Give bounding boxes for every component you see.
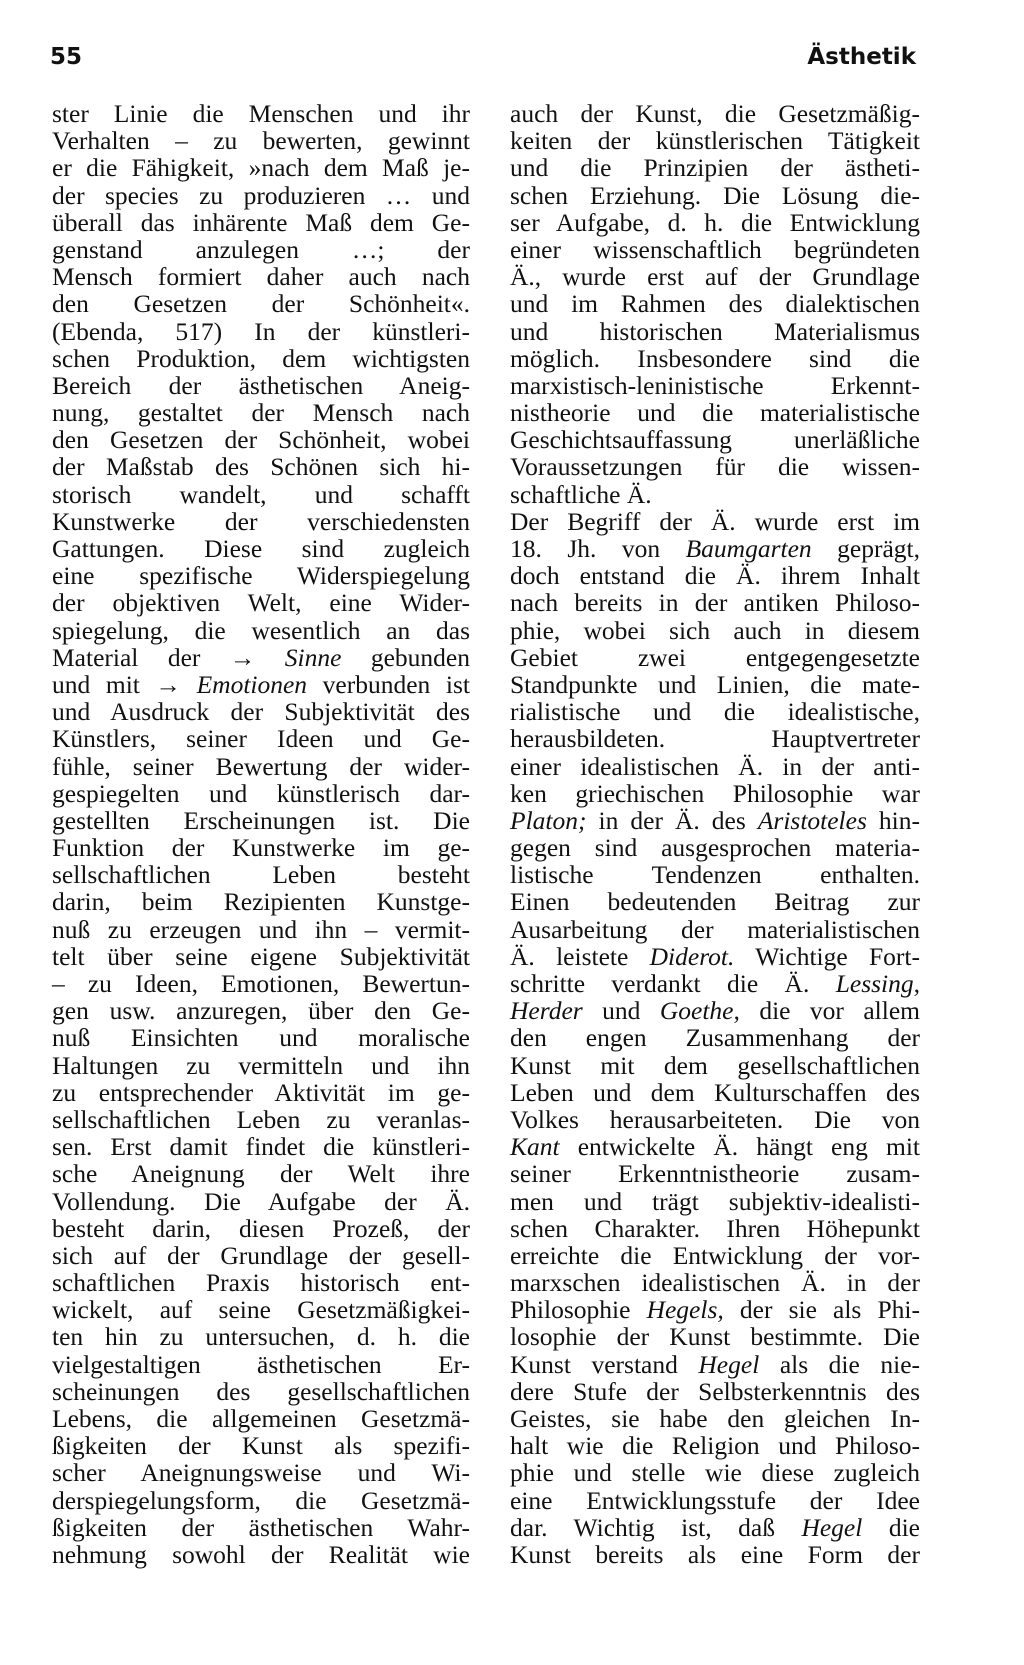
text-line: und im Rahmen des dialektischen	[510, 289, 920, 319]
text-line: der species zu produzieren … und	[52, 180, 470, 210]
text-line: nuß zu erzeugen und ihn – vermit-	[52, 914, 470, 944]
text-line: eine spezifische Widerspiegelung	[52, 561, 470, 591]
text-line: Gebiet zwei entgegengesetzte	[510, 642, 920, 672]
text-line: keiten der künstlerischen Tätigkeit	[510, 126, 920, 156]
text-segment: Kunst verstand	[510, 1349, 699, 1379]
text-line: sich auf der Grundlage der gesell-	[52, 1240, 470, 1270]
text-segment: 18. Jh. von	[510, 534, 686, 563]
text-line: Künstlers, seiner Ideen und Ge-	[52, 724, 470, 754]
text-line: fühle, seiner Bewertung der wider-	[52, 751, 470, 781]
text-line: er die Fähigkeit, »nach dem Maß je-	[52, 153, 470, 183]
italic-name: Baumgarten	[685, 534, 812, 563]
text-line	[510, 997, 920, 1024]
text-line: Leben und dem Kulturschaffen des	[510, 1077, 920, 1107]
text-line: Kunst bereits als eine Form der	[510, 1539, 920, 1569]
text-line: nung, gestaltet der Mensch nach	[52, 398, 470, 428]
text-line: der objektiven Welt, eine Wider-	[52, 588, 470, 618]
text-segment: als die nie-	[759, 1349, 921, 1379]
text-line: auch der Kunst, die Gesetzmäßig-	[510, 99, 920, 128]
text-line: eine Entwicklungsstufe der Idee	[510, 1485, 920, 1515]
text-segment: der sie als Phi-	[723, 1295, 920, 1325]
text-line: schen Erziehung. Die Lösung die-	[510, 180, 920, 210]
text-line: halt wie die Religion und Philoso-	[510, 1431, 920, 1461]
text-line: und die Prinzipien der ästheti-	[510, 153, 920, 183]
italic-name: Lessing,	[835, 969, 920, 998]
text-line: Ausarbeitung der materialistischen	[510, 914, 920, 944]
text-line: phie, wobei sich auch in diesem	[510, 615, 920, 645]
text-line	[510, 1296, 920, 1323]
text-line: herausbildeten. Hauptvertreter	[510, 724, 920, 754]
text-line: den engen Zusammenhang der	[510, 1023, 920, 1053]
text-line: gen usw. anzuregen, über den Ge-	[52, 996, 470, 1026]
text-line: Voraussetzungen für die wissen-	[510, 452, 920, 482]
text-line: Bereich der ästhetischen Aneig-	[52, 370, 470, 400]
text-line: Funktion der Kunstwerke im ge-	[52, 833, 470, 863]
text-line: listische Tendenzen enthalten.	[510, 860, 920, 890]
text-line: Der Begriff der Ä. wurde erst im	[510, 506, 920, 536]
text-line	[510, 1133, 920, 1160]
text-line: gestellten Erscheinungen ist. Die	[52, 805, 470, 835]
text-line: scher Aneignungsweise und Wi-	[52, 1458, 470, 1488]
text-line	[510, 535, 920, 562]
text-segment: schritte verdankt die Ä.	[510, 969, 836, 998]
text-line: schen Charakter. Ihren Höhepunkt	[510, 1213, 920, 1243]
text-segment: Wichtige Fort-	[734, 941, 920, 971]
text-line: schen Produktion, dem wichtigsten	[52, 343, 470, 373]
text-line: Standpunkte und Linien, die mate-	[510, 669, 920, 699]
right-column	[510, 100, 920, 1568]
text-line: marxistisch-leninistische Erkennt-	[510, 370, 920, 400]
text-line: schaftliche Ä.	[510, 479, 652, 509]
italic-name: Hegels,	[646, 1295, 724, 1325]
text-line: Einen bedeutenden Beitrag zur	[510, 887, 920, 917]
text-segment: und	[582, 996, 660, 1026]
text-line: – zu Ideen, Emotionen, Bewertun-	[52, 969, 470, 998]
text-line: Geschichtsauffassung unerläßliche	[510, 425, 920, 455]
text-line	[52, 644, 470, 671]
text-line: nach bereits in der antiken Philoso-	[510, 588, 920, 618]
text-line: Mensch formiert daher auch nach	[52, 262, 470, 292]
text-line: Vollendung. Die Aufgabe der Ä.	[52, 1186, 470, 1216]
text-line: besteht darin, diesen Prozeß, der	[52, 1213, 470, 1243]
text-line: nistheorie und die materialistische	[510, 398, 920, 428]
text-line	[52, 671, 470, 698]
text-segment: die vor allem	[739, 996, 921, 1026]
italic-name: Sinne	[284, 642, 342, 672]
text-line: ken griechischen Philosophie war	[510, 778, 920, 808]
text-line: storisch wandelt, und schafft	[52, 479, 470, 509]
text-segment: verbunden ist	[307, 669, 470, 699]
text-line: sen. Erst damit findet die künstleri-	[52, 1132, 470, 1162]
text-line: Geistes, sie habe den gleichen In-	[510, 1404, 920, 1433]
italic-name: Emotionen	[196, 669, 308, 699]
text-line: ßigkeiten der ästhetischen Wahr-	[52, 1512, 470, 1542]
text-line: vielgestaltigen ästhetischen Er-	[52, 1349, 470, 1379]
left-column	[52, 100, 470, 1568]
text-line: ster Linie die Menschen und ihr	[52, 99, 470, 128]
text-segment: gebunden	[341, 642, 470, 672]
text-line: und historischen Materialismus	[510, 316, 920, 346]
text-line: ser Aufgabe, d. h. die Entwicklung	[510, 207, 920, 237]
text-line: sellschaftlichen Leben besteht	[52, 860, 470, 890]
italic-name: Hegel	[801, 1512, 863, 1542]
italic-name: Goethe,	[659, 996, 740, 1026]
italic-name: Herder	[510, 996, 583, 1026]
text-line: ten hin zu untersuchen, d. h. die	[52, 1322, 470, 1352]
text-line	[510, 970, 920, 997]
text-segment: und mit →	[52, 669, 197, 699]
page-header	[50, 44, 916, 78]
text-line	[510, 1351, 920, 1378]
page-number: 55	[50, 44, 83, 70]
italic-name: Aristoteles	[757, 805, 867, 835]
text-line: scheinungen des gesellschaftlichen	[52, 1376, 470, 1406]
text-line: nehmung sowohl der Realität wie	[52, 1539, 470, 1569]
text-line: möglich. Insbesondere sind die	[510, 343, 920, 373]
text-line: rialistische und die idealistische,	[510, 697, 920, 727]
text-line: gegen sind ausgesprochen materia-	[510, 833, 920, 863]
text-line	[510, 807, 920, 834]
text-line: ßigkeiten der Kunst als spezifi-	[52, 1431, 470, 1461]
text-line: Kunstwerke der verschiedensten	[52, 506, 470, 536]
running-title: Ästhetik	[807, 44, 916, 70]
text-line: phie und stelle wie diese zugleich	[510, 1458, 920, 1488]
italic-name: Hegel	[698, 1349, 760, 1379]
text-line: gespiegelten und künstlerisch dar-	[52, 778, 470, 808]
text-line: schaftlichen Praxis historisch ent-	[52, 1268, 470, 1298]
text-line: (Ebenda, 517) In der künstleri-	[52, 316, 470, 346]
text-segment: entwickelte Ä. hängt eng mit	[559, 1132, 920, 1162]
text-line: derspiegelungsform, die Gesetzmä-	[52, 1485, 470, 1515]
text-line: erreichte die Entwicklung der vor-	[510, 1240, 920, 1270]
text-line	[510, 943, 920, 970]
text-line: spiegelung, die wesentlich an das	[52, 615, 470, 645]
text-line: Verhalten – zu bewerten, gewinnt	[52, 126, 470, 156]
text-line: wickelt, auf seine Gesetzmäßigkei-	[52, 1295, 470, 1325]
text-line: und Ausdruck der Subjektivität des	[52, 697, 470, 727]
text-line: men und trägt subjektiv-idealisti-	[510, 1186, 920, 1216]
text-line: zu entsprechender Aktivität im ge-	[52, 1077, 470, 1107]
text-line: Gattungen. Diese sind zugleich	[52, 534, 470, 563]
text-line: marxschen idealistischen Ä. in der	[510, 1268, 920, 1298]
text-line: Haltungen zu vermitteln und ihn	[52, 1050, 470, 1080]
text-line: sche Aneignung der Welt ihre	[52, 1159, 470, 1189]
text-line: den Gesetzen der Schönheit«.	[52, 289, 470, 319]
text-line: genstand anzulegen …; der	[52, 234, 470, 264]
text-segment: Ä. leistete	[510, 941, 650, 971]
text-line: Volkes herausarbeiteten. Die von	[510, 1104, 920, 1134]
italic-name: Diderot.	[649, 941, 735, 971]
text-line: Ä., wurde erst auf der Grundlage	[510, 262, 920, 292]
text-line: sellschaftlichen Leben zu veranlas-	[52, 1104, 470, 1134]
text-line: einer idealistischen Ä. in der anti-	[510, 751, 920, 781]
text-segment: geprägt,	[811, 534, 920, 563]
text-segment: dar. Wichtig ist, daß	[510, 1512, 802, 1542]
text-line: dere Stufe der Selbsterkenntnis des	[510, 1376, 920, 1406]
italic-name: Kant	[510, 1132, 560, 1162]
text-line: losophie der Kunst bestimmte. Die	[510, 1322, 920, 1352]
text-segment: hin-	[866, 805, 920, 835]
text-line	[510, 1514, 920, 1541]
text-line: doch entstand die Ä. ihrem Inhalt	[510, 561, 920, 591]
text-line: der Maßstab des Schönen sich hi-	[52, 452, 470, 482]
text-line: den Gesetzen der Schönheit, wobei	[52, 425, 470, 455]
text-segment: Material der →	[52, 642, 285, 672]
text-line: nuß Einsichten und moralische	[52, 1023, 470, 1053]
text-segment: in der Ä. des	[586, 805, 758, 835]
text-line: darin, beim Rezipienten Kunstge-	[52, 887, 470, 917]
text-segment: die	[862, 1512, 920, 1542]
italic-name: Platon;	[510, 805, 587, 835]
text-line: Kunst mit dem gesellschaftlichen	[510, 1050, 920, 1080]
text-segment: Philosophie	[510, 1295, 647, 1325]
text-line: überall das inhärente Maß dem Ge-	[52, 207, 470, 237]
text-line: telt über seine eigene Subjektivität	[52, 941, 470, 971]
text-line: seiner Erkenntnistheorie zusam-	[510, 1159, 920, 1189]
text-line: Lebens, die allgemeinen Gesetzmä-	[52, 1404, 470, 1433]
text-line: einer wissenschaftlich begründeten	[510, 234, 920, 264]
